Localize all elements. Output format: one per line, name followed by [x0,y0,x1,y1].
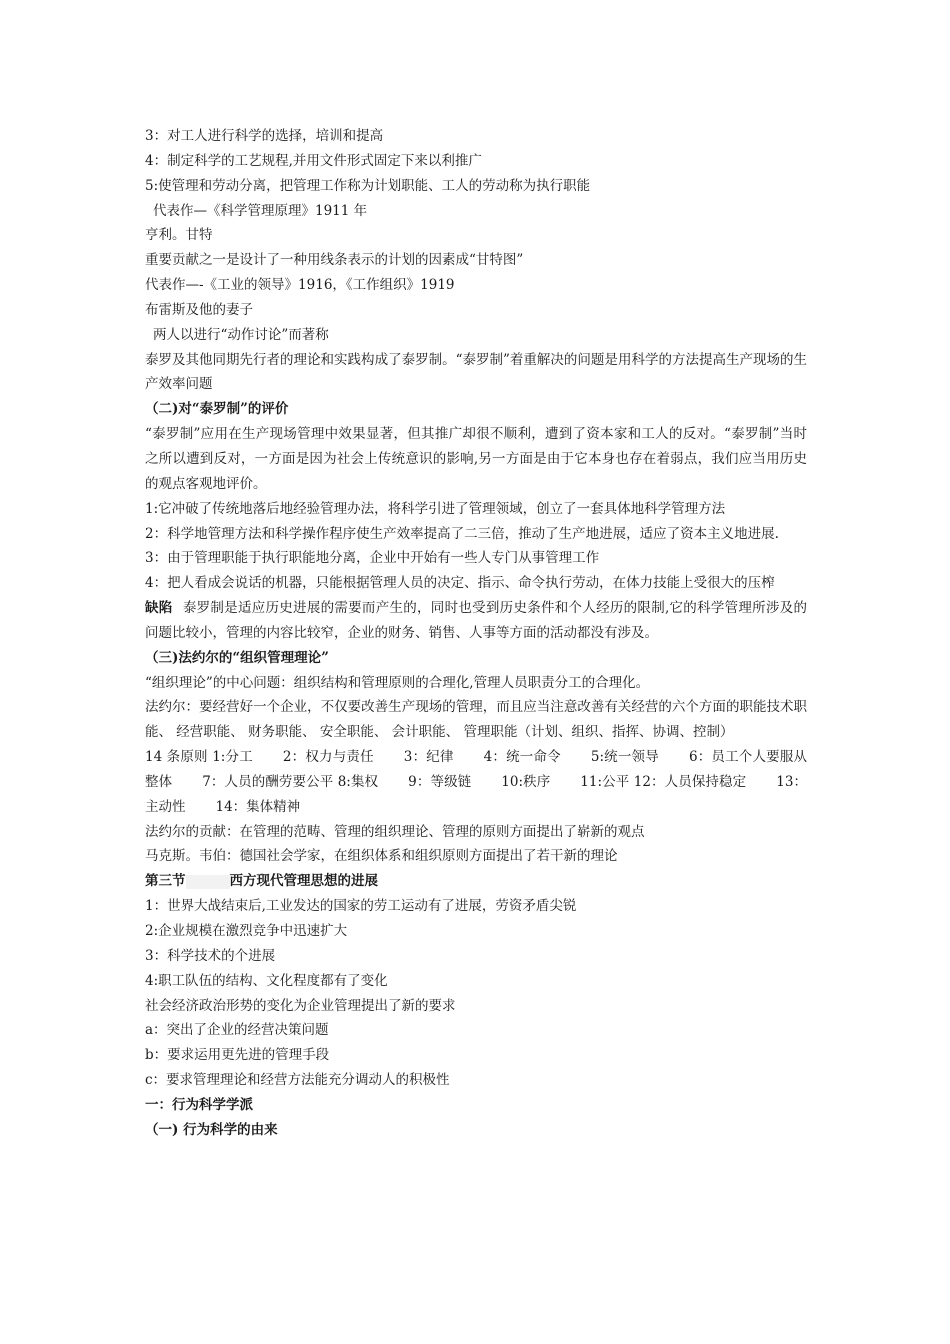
paragraph: 重要贡献之一是设计了一种用线条表示的计划的因素成“甘特图” [145,252,524,269]
section-title: 西方现代管理思想的进展 [229,873,378,890]
principles-label: 14 条原则 [145,749,208,766]
principle-item: 11:公平 [580,773,630,790]
paragraph: 亨利。甘特 [145,227,213,244]
paragraph: 5:使管理和劳动分离，把管理工作称为计划职能、工人的劳动称为执行职能 [145,177,591,194]
paragraph: “泰罗制”应用在生产现场管理中效果显著，但其推广却很不顺利，遭到了资本家和工人的反对。“泰罗制”当时之所以遭到反对，一方面是因为社会上传统意识的影响,另一方面是由于它本身也存在着弱点，我们应当用历史的观点客观地评价。 [145,426,807,492]
principle-item: 5:统一领导 [590,749,659,766]
principle-item: 8:集权 [337,773,379,790]
paragraph: “组织理论”的中心问题：组织结构和管理原则的合理化,管理人员职责分工的合理化。 [145,674,650,691]
paragraph: 泰罗及其他同期先行者的理论和实践构成了泰罗制。“泰罗制”着重解决的问题是用科学的方法提高生产现场的生产效率问题 [145,351,807,393]
principle-item: 10:秩序 [501,773,551,790]
paragraph: 布雷斯及他的妻子 [145,301,253,318]
section-heading: 一：行为科学学派 [145,1096,253,1113]
paragraph: 代表作—《科学管理原理》1911 年 [153,202,368,219]
paragraph: 1:它冲破了传统地落后地经验管理办法，将科学引进了管理领域，创立了一套具体地科学管理方法 [145,500,726,517]
principle-item: 6：员工个人要服从整体 [145,749,808,790]
paragraph: 法约尔的贡献：在管理的范畴、管理的组织理论、管理的原则方面提出了崭新的观点 [145,823,645,840]
principle-item: 7：人员的酬劳要公平 [202,773,334,790]
principles-list [145,745,807,820]
paragraph: 4：把人看成会说话的机器，只能根据管理人员的决定、指示、命令执行劳动，在体力技能上受很大的压榨 [145,575,775,592]
defect-text: 泰罗制是适应历史进展的需要而产生的，同时也受到历史条件和个人经历的限制,它的科学管理所涉及的问题比较小，管理的内容比较窄，企业的财务、销售、人事等方面的活动都没有涉及。 [145,600,808,641]
principle-item: 12：人员保持稳定 [633,773,747,790]
section-heading: （二)对“泰罗制”的评价 [145,401,289,418]
paragraph: a：突出了企业的经营决策问题 [145,1022,329,1039]
principle-item: 3：纪律 [403,749,454,766]
principle-item: 1:分工 [212,749,253,766]
chapter-heading [145,869,807,894]
paragraph: 代表作—-《工业的领导》1916，《工作组织》1919 [145,277,455,294]
paragraph: 法约尔：要经营好一个企业，不仅要改善生产现场的管理，而且应当注意改善有关经营的六个方面的职能技术职能、 经营职能、 财务职能、 安全职能、 会计职能、 管理职能（计划、组织、指挥、协调、控制） [145,699,807,741]
defect-label: 缺陷 [145,600,173,617]
paragraph: 3：由于管理职能于执行职能地分离，企业中开始有一些人专门从事管理工作 [145,550,600,567]
paragraph: 2:企业规模在激烈竞争中迅速扩大 [145,923,348,939]
heading-gap [186,875,230,889]
section-heading: （三)法约尔的“组织管理理论” [145,649,329,666]
paragraph: 3：科学技术的个进展 [145,947,276,964]
paragraph: c：要求管理理论和经营方法能充分调动人的积极性 [145,1072,450,1089]
paragraph-defect [145,596,807,646]
section-number: 第三节 [145,873,186,890]
principle-item: 2：权力与责任 [282,749,374,766]
paragraph: 1：世界大战结束后,工业发达的国家的劳工运动有了进展，劳资矛盾尖锐 [145,898,577,915]
paragraph: 马克斯。韦伯：德国社会学家，在组织体系和组织原则方面提出了若干新的理论 [145,848,618,865]
principle-item: 4：统一命令 [483,749,561,766]
paragraph: 4:职工队伍的结构、文化程度都有了变化 [145,972,388,989]
principle-item: 9：等级链 [408,773,472,790]
principle-item: 14：集体精神 [215,798,301,815]
paragraph: 3：对工人进行科学的选择，培训和提高 [145,128,384,144]
paragraph: 两人以进行“动作讨论”而著称 [153,326,329,343]
principle-item: 13：主动性 [145,773,808,815]
paragraph: 2：科学地管理方法和科学操作程序使生产效率提高了二三倍，推动了生产地进展，适应了资本主义地进展. [145,525,779,542]
section-heading: （一) 行为科学的由来 [145,1121,278,1138]
paragraph: b：要求运用更先进的管理手段 [145,1047,330,1064]
paragraph: 社会经济政治形势的变化为企业管理提出了新的要求 [145,997,456,1014]
paragraph: 4：制定科学的工艺规程,并用文件形式固定下来以利推广 [145,152,482,169]
document-body [145,124,807,1143]
